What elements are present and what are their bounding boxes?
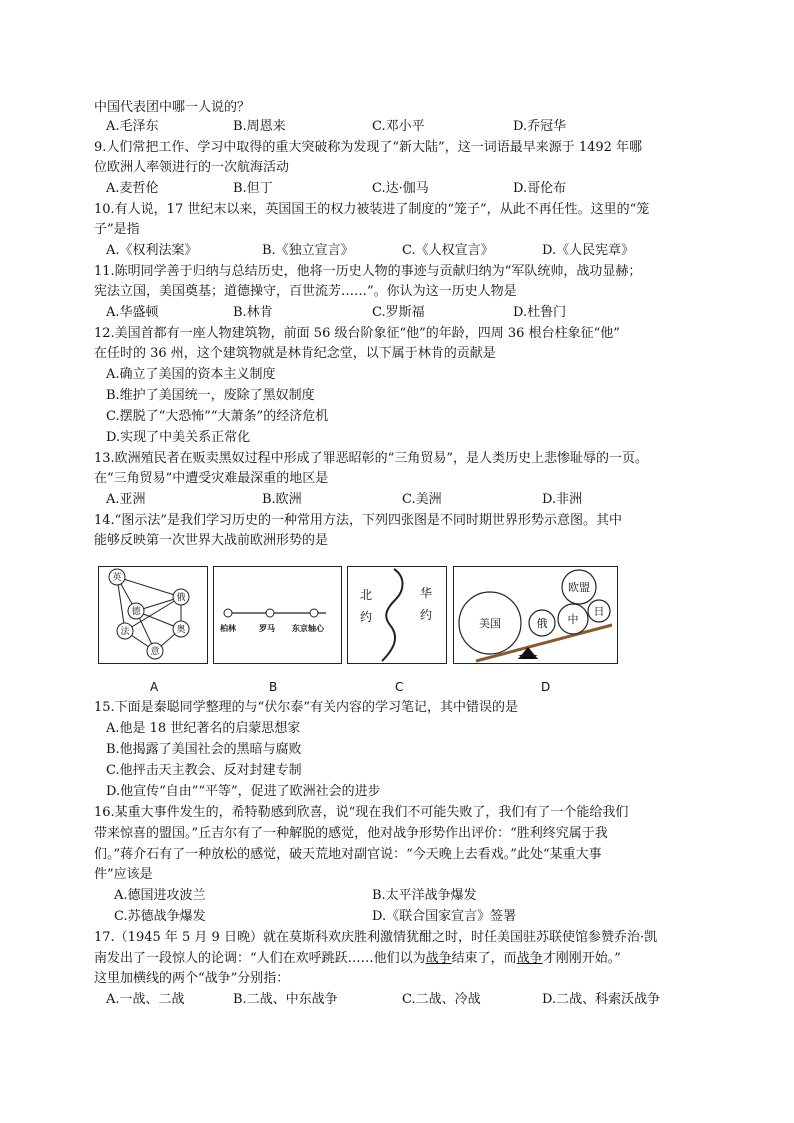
q10-option-b[interactable]: B.《独立宣言》 xyxy=(262,243,354,258)
figure-c[interactable] xyxy=(347,566,447,664)
figure-b-diagram xyxy=(214,567,341,663)
q15-option-d[interactable]: D.他宣传“自由”“平等”，促进了欧洲社会的进步 xyxy=(106,784,381,799)
q16-stem: 带来惊喜的盟国。”丘吉尔有了一种解脱的感觉，他对战争形势作出评价：“胜利终究属于我 xyxy=(94,826,608,841)
q14-stem: 能够反映第一次世界大战前欧洲形势的是 xyxy=(94,533,329,548)
node-label: 英 xyxy=(112,573,122,583)
q13-option-d[interactable]: D.非洲 xyxy=(542,492,583,507)
node-label: 北 xyxy=(360,588,373,602)
figure-a[interactable] xyxy=(98,566,208,664)
q10-option-d[interactable]: D.《人民宪章》 xyxy=(542,243,635,258)
q13-stem: 在“三角贸易”中遭受灾难最深重的地区是 xyxy=(94,471,329,486)
q17-option-a[interactable]: A.一战、二战 xyxy=(106,992,185,1007)
q9-stem: 9.人们常把工作、学习中取得的重大突破称为发现了“新大陆”，这一词语最早来源于 1492 年哪 xyxy=(94,140,643,155)
q10-stem: 10.有人说，17 世纪末以来，英国国王的权力被装进了制度的“笼子”，从此不再任性。这里的“笼 xyxy=(94,202,650,217)
q11-stem: 11.陈明同学善于归纳与总结历史，他将一历史人物的事迹与贡献归纳为“军队统帅，战功显赫； xyxy=(94,264,642,279)
q13-stem: 13.欧洲殖民者在贩卖黑奴过程中形成了罪恶昭彰的“三角贸易”，是人类历史上悲惨耻辱的一页。 xyxy=(94,451,648,466)
q17-stem: 这里加横线的两个“战争”分别指： xyxy=(94,971,290,986)
q17-option-c[interactable]: C.二战、冷战 xyxy=(402,992,481,1007)
q11-stem: 宪法立国，美国奠基；道德操守，百世流芳……”。你认为这一历史人物是 xyxy=(94,284,517,299)
q16-stem: 们。”蒋介石有了一种放松的感觉，破天荒地对副官说：“今天晚上去看戏。”此处“某重大事 xyxy=(94,847,602,862)
figure-label-a: A xyxy=(150,680,159,694)
q17-underlined-war-2: 战争 xyxy=(516,951,543,966)
figure-label-c: C xyxy=(395,680,404,694)
node-label: 欧盟 xyxy=(568,581,590,594)
q8-option-a[interactable]: A.毛泽东 xyxy=(106,119,159,134)
node-label: 法 xyxy=(120,627,130,637)
figure-b[interactable] xyxy=(213,566,342,664)
q9-option-d[interactable]: D.哥伦布 xyxy=(513,181,567,196)
node-label: 日 xyxy=(593,605,605,618)
q17-text: 南发出了一段惊人的论调：“人们在欢呼跳跃……他们以为 xyxy=(94,951,426,966)
q12-option-c[interactable]: C.摆脱了“大恐怖”“大萧条”的经济危机 xyxy=(106,409,329,424)
q8-option-d[interactable]: D.乔冠华 xyxy=(513,119,567,134)
q16-stem: 件”应该是 xyxy=(94,867,153,882)
q10-stem: 子”是指 xyxy=(94,222,140,237)
node-label: 东京轴心 xyxy=(292,623,324,633)
q9-option-b[interactable]: B.但丁 xyxy=(233,181,273,196)
q16-option-b[interactable]: B.太平洋战争爆发 xyxy=(372,888,477,903)
q9-option-c[interactable]: C.达·伽马 xyxy=(372,181,429,196)
q9-stem: 位欧洲人率领进行的一次航海活动 xyxy=(94,160,290,175)
figure-label-b: B xyxy=(269,680,278,694)
q9-option-a[interactable]: A.麦哲伦 xyxy=(106,181,159,196)
q15-stem: 15.下面是秦聪同学整理的与“伏尔泰”有关内容的学习笔记，其中错误的是 xyxy=(94,700,518,715)
q12-option-a[interactable]: A.确立了美国的资本主义制度 xyxy=(106,367,276,382)
q11-option-d[interactable]: D.杜鲁门 xyxy=(513,305,567,320)
q15-option-c[interactable]: C.他抨击天主教会、反对封建专制 xyxy=(106,763,302,778)
node-label: 约 xyxy=(420,608,433,622)
q10-option-a[interactable]: A.《权利法案》 xyxy=(106,243,198,258)
q14-stem: 14.“图示法”是我们学习历史的一种常用方法，下列四张图是不同时期世界形势示意图。其中 xyxy=(94,513,622,528)
q16-option-a[interactable]: A.德国进攻波兰 xyxy=(114,888,206,903)
q13-option-a[interactable]: A.亚洲 xyxy=(106,492,146,507)
q15-option-b[interactable]: B.他揭露了美国社会的黑暗与腐败 xyxy=(106,742,302,757)
q8-option-c[interactable]: C.邓小平 xyxy=(372,119,425,134)
node-label: 约 xyxy=(360,610,373,624)
node-label: 俄 xyxy=(176,593,186,603)
q11-option-c[interactable]: C.罗斯福 xyxy=(372,305,425,320)
node-label: 俄 xyxy=(536,617,548,630)
node-label: 中 xyxy=(567,613,579,626)
figure-c-diagram xyxy=(348,567,446,663)
q12-option-d[interactable]: D.实现了中美关系正常化 xyxy=(106,430,251,445)
q13-option-c[interactable]: C.美洲 xyxy=(402,492,442,507)
q17-text: 结束了，而 xyxy=(451,951,517,966)
figure-a-diagram xyxy=(99,567,207,663)
q16-option-c[interactable]: C.苏德战争爆发 xyxy=(114,909,206,924)
q12-option-b[interactable]: B.维护了美国统一，废除了黑奴制度 xyxy=(106,388,315,403)
q17-stem xyxy=(94,950,621,968)
figure-d-diagram xyxy=(454,567,617,663)
q10-option-c[interactable]: C.《人权宣言》 xyxy=(402,243,494,258)
q16-stem: 16.某重大事件发生的，希特勒感到欣喜，说“现在我们不可能失败了，我们有了一个能给我们 xyxy=(94,805,629,820)
q15-option-a[interactable]: A.他是 18 世纪著名的启蒙思想家 xyxy=(106,721,301,736)
q17-option-d[interactable]: D.二战、科索沃战争 xyxy=(542,992,661,1007)
node-label: 华 xyxy=(420,586,433,600)
q13-option-b[interactable]: B.欧洲 xyxy=(262,492,302,507)
q11-option-a[interactable]: A.华盛顿 xyxy=(106,305,159,320)
node-label: 奥 xyxy=(176,625,186,635)
node-label: 意 xyxy=(150,647,160,657)
q17-option-b[interactable]: B.二战、中东战争 xyxy=(233,992,338,1007)
node-label: 德 xyxy=(131,607,141,617)
figure-label-d: D xyxy=(541,680,551,694)
q17-stem: 17.（1945 年 5 月 9 日晚）就在莫斯科欢庆胜利激情犹酣之时，时任美国驻苏联使馆参赞乔治·凯 xyxy=(94,930,658,945)
q17-text: 才刚刚开始。” xyxy=(542,951,621,966)
node-label: 罗马 xyxy=(259,623,275,633)
q12-stem: 12.美国首都有一座人物建筑物，前面 56 级台阶象征“他”的年龄，四周 36 根台柱象征“他” xyxy=(94,326,620,341)
q17-underlined-war-1: 战争 xyxy=(425,951,452,966)
figure-d[interactable] xyxy=(453,566,618,664)
q16-option-d[interactable]: D.《联合国家宣言》签署 xyxy=(372,909,517,924)
q12-stem: 在任时的 36 州，这个建筑物就是林肯纪念堂，以下属于林肯的贡献是 xyxy=(94,346,496,361)
q8-option-b[interactable]: B.周恩来 xyxy=(233,119,286,134)
node-label: 柏林 xyxy=(220,623,236,633)
q8-stem-end: 中国代表团中哪一人说的？ xyxy=(94,100,251,115)
node-label: 美国 xyxy=(479,617,501,630)
q11-option-b[interactable]: B.林肯 xyxy=(233,305,273,320)
